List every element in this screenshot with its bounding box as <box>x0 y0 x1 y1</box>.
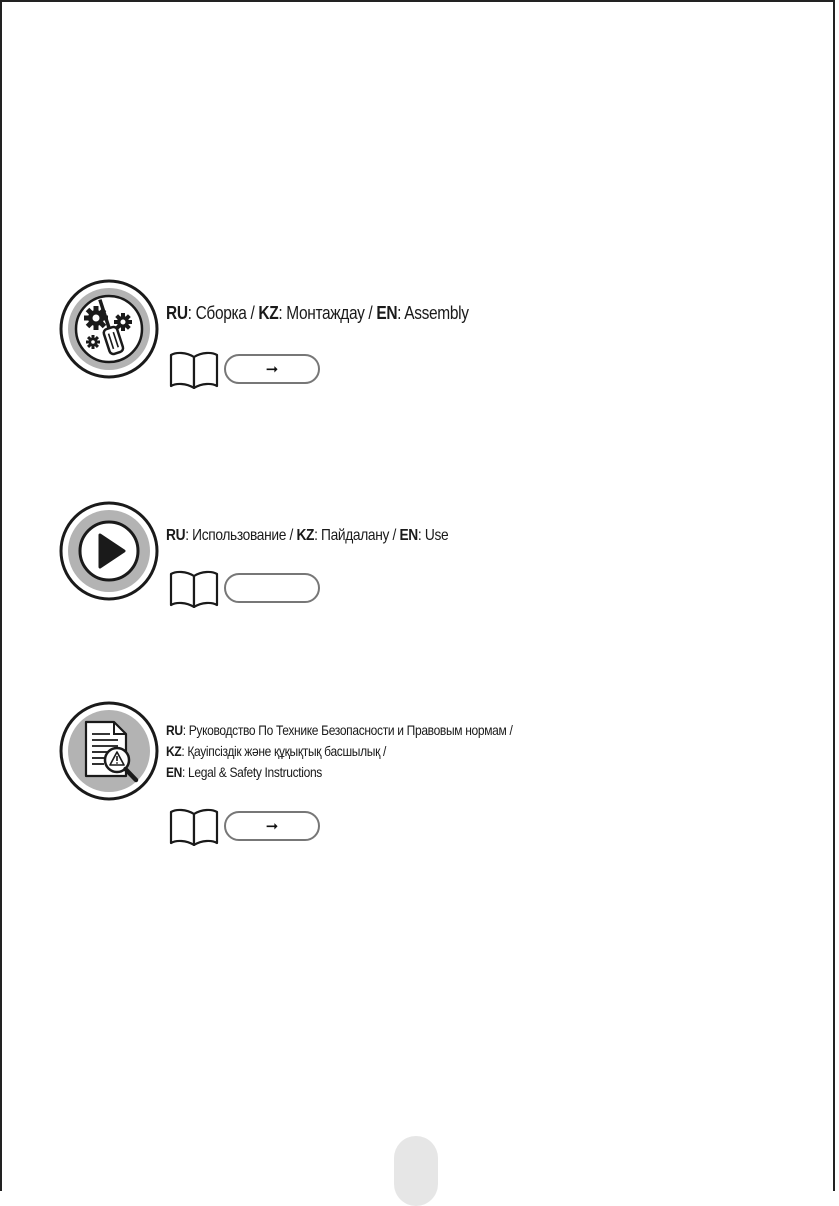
document-warning-magnifier-icon <box>58 700 160 802</box>
arrow-right-icon: ➞ <box>265 818 279 835</box>
page-reference-pill[interactable] <box>224 354 320 384</box>
title-line-ru: RU: Руководство По Технике Безопасности и Правовым нормам / <box>166 722 513 738</box>
page-reference-pill[interactable] <box>224 811 320 841</box>
play-icon <box>58 500 160 602</box>
open-book-icon <box>168 349 220 389</box>
page-reference-pill[interactable] <box>224 573 320 603</box>
manual-reference-assembly <box>168 349 328 389</box>
manual-reference-legal-safety <box>168 806 328 846</box>
open-book-icon <box>168 568 220 608</box>
gears-screwdriver-icon <box>58 278 160 380</box>
arrow-right-icon: ➞ <box>265 361 279 378</box>
page-number-tab <box>394 1136 438 1206</box>
title-line-kz: KZ: Қауіпсіздік және құқықтық басшылық / <box>166 743 387 759</box>
title-line-en: EN: Legal & Safety Instructions <box>166 764 322 780</box>
section-title-legal-safety <box>166 720 512 783</box>
section-title-assembly: RU: Сборка / KZ: Монтаждау / EN: Assembly <box>166 303 469 323</box>
open-book-icon <box>168 806 220 846</box>
section-title-use: RU: Использование / KZ: Пайдалану / EN: Use <box>166 527 449 544</box>
manual-reference-use <box>168 568 328 608</box>
